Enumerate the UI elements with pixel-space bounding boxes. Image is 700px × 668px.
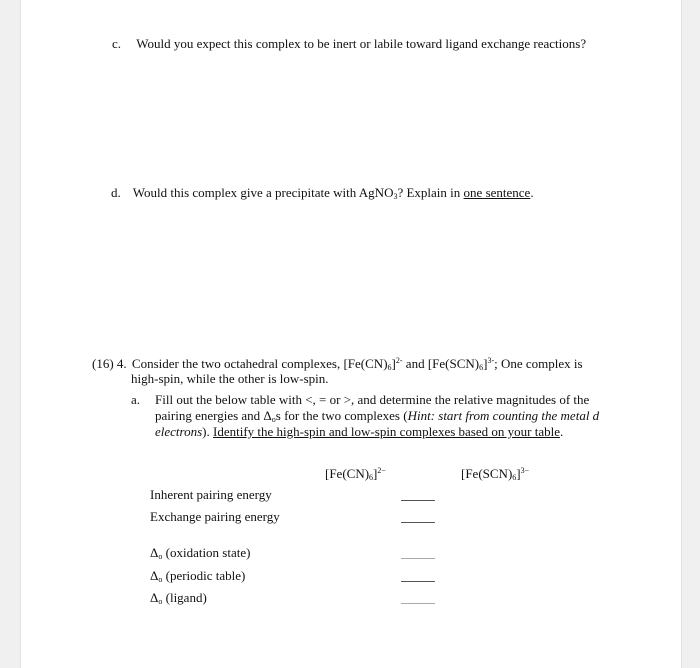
question-c-text: Would you expect this complex to be inert or labile toward ligand exchange reactions? [136,36,587,51]
delta-subscript: o [158,575,163,584]
table-header-fe-cn [325,466,386,482]
part-a-marker: a. [131,392,141,407]
formula-charge: 3− [520,466,530,475]
question-d [111,185,534,201]
part-a-line2 [155,408,599,424]
formula-subscript: 6 [512,473,517,482]
question-d-end: . [530,185,534,200]
formula-subscript: 6 [369,473,374,482]
question-d-underlined: one sentence [463,185,531,200]
question-c-marker: c. [112,36,122,51]
formula-bracket: ] [483,356,488,371]
question-4-text: and [Fe(SCN) [402,356,480,371]
row-label-delta-periodic [150,568,245,584]
formula-charge: 2− [377,466,386,475]
answer-blank-ligand[interactable] [401,603,435,604]
formula-bracket: ] [391,356,396,371]
question-c [112,36,586,52]
header-text: [Fe(CN) [325,466,370,481]
part-a-text: . [559,424,564,439]
part-a-underlined-instruction: Identify the high-spin and low-spin complexes based on your table [213,424,560,439]
part-a-line1: Fill out the below table with <, = or >, and determine the relative magnitudes of the [155,392,590,407]
row-label-delta-ligand [150,590,207,606]
delta-symbol: Δ [150,590,159,605]
formula-bracket: ] [373,466,378,481]
question-d-subscript: 3 [393,192,398,201]
formula-bracket: ] [516,466,521,481]
delta-subscript: o [271,415,276,424]
answer-blank-inherent[interactable] [401,500,435,501]
formula-subscript: 6 [479,363,484,372]
part-a-line3 [155,424,563,440]
answer-blank-exchange[interactable] [401,522,435,523]
part-a-hint: electrons [155,424,203,439]
formula-charge: 3- [487,356,495,365]
part-a-text: pairing energies and Δ [155,408,272,423]
formula-charge: 2- [395,356,403,365]
row-label-text: (ligand) [162,590,207,605]
delta-symbol: Δ [150,568,159,583]
question-4-line2: high-spin, while the other is low-spin. [131,371,329,386]
row-label-text: (oxidation state) [162,545,251,560]
table-header-fe-scn [461,466,529,482]
delta-subscript: o [158,552,163,561]
row-label-inherent-pairing: Inherent pairing energy [150,487,272,502]
answer-blank-periodic[interactable] [401,581,435,582]
part-a-text: ). [202,424,214,439]
row-label-exchange-pairing: Exchange pairing energy [150,509,280,524]
question-d-text-mid: ? Explain in [397,185,464,200]
answer-blank-oxidation[interactable] [401,558,435,559]
part-a-text: s for the two complexes ( [275,408,408,423]
formula-subscript: 6 [387,363,392,372]
row-label-delta-oxidation [150,545,250,561]
question-4-text: ; One complex is [494,356,583,371]
header-text: [Fe(SCN) [461,466,513,481]
part-a-hint: Hint: start from counting the metal d [407,408,600,423]
delta-symbol: Δ [150,545,159,560]
question-d-text: Would this complex give a precipitate with AgNO [132,185,394,200]
question-4-line1 [92,356,583,372]
delta-subscript: o [158,597,163,606]
question-4-points: (16) 4. [92,356,127,371]
question-d-marker: d. [111,185,121,200]
row-label-text: (periodic table) [162,568,246,583]
question-4-text: Consider the two octahedral complexes, [Fe(CN) [131,356,388,371]
document-page [20,0,682,668]
